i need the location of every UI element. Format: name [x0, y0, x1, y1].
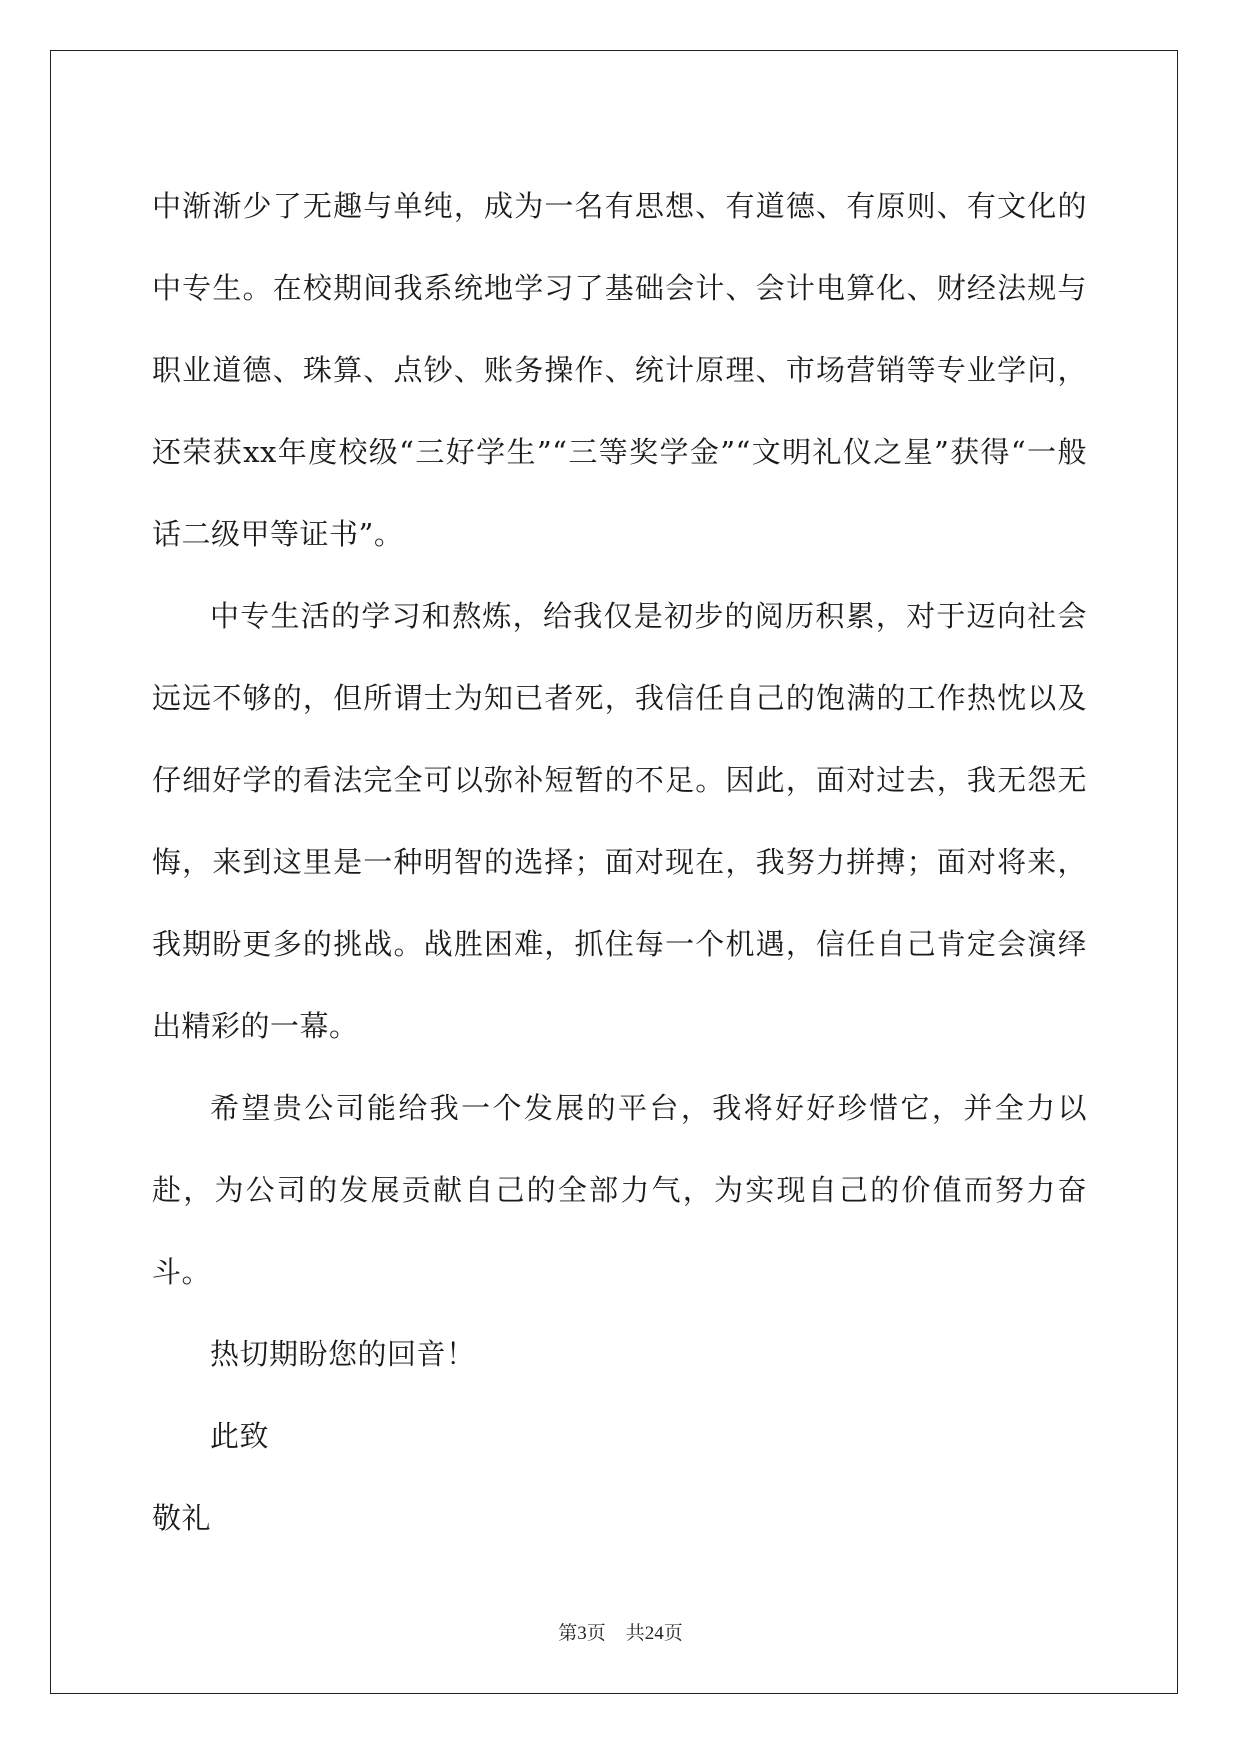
total-prefix: 共: [625, 1622, 645, 1644]
total-pages-number: 24: [644, 1623, 664, 1644]
paragraph-1: 中渐渐少了无趣与单纯，成为一名有思想、有道德、有原则、有文化的中专生。在校期间我系统地学习了基础会计、会计电算化、财经法规与职业道德、珠算、点钞、账务操作、统计原理、市场营销等专业学问，还荣获xx年度校级“三好学生”“三等奖学金”“文明礼仪之星”获得“一般话二级甲等证书”。: [152, 189, 1087, 551]
closing-ci-zhi: 此致: [210, 1419, 270, 1453]
page-prefix: 第: [558, 1622, 578, 1644]
page-footer: [0, 1618, 1241, 1645]
current-page-number: 3: [577, 1623, 587, 1644]
closing-jing-li: 敬礼: [152, 1501, 212, 1535]
paragraph-4: 热切期盼您的回音！: [210, 1337, 476, 1371]
paragraph-3: 希望贵公司能给我一个发展的平台，我将好好珍惜它，并全力以赴，为公司的发展贡献自己的全部力气，为实现自己的价值而努力奋斗。: [152, 1091, 1087, 1289]
total-suffix: 页: [663, 1622, 683, 1644]
document-body: [152, 165, 1087, 1559]
paragraph-2: 中专生活的学习和熬炼，给我仅是初步的阅历积累，对于迈向社会远远不够的，但所谓士为知已者死，我信任自己的饱满的工作热忱以及仔细好学的看法完全可以弥补短暂的不足。因此，面对过去，我无怨无悔，来到这里是一种明智的选择；面对现在，我努力拼搏；面对将来，我期盼更多的挑战。战胜困难，抓住每一个机遇，信任自己肯定会演绎出精彩的一幕。: [152, 599, 1087, 1043]
page-suffix: 页: [586, 1622, 606, 1644]
